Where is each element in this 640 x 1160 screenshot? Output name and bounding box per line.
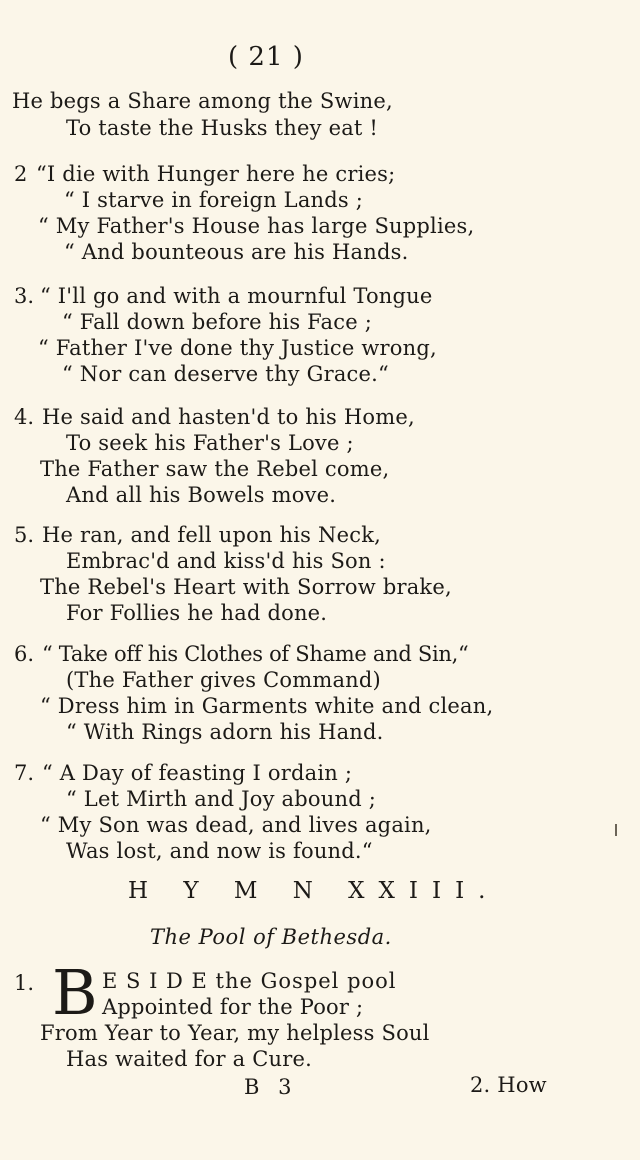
verse-line: And all his Bowels move.	[66, 483, 337, 507]
verse-line: The Rebel's Heart with Sorrow brake,	[40, 575, 452, 599]
hymn-subtitle: The Pool of Bethesda.	[150, 925, 392, 949]
verse-number: 5.	[14, 523, 35, 547]
verse-line: “ Let Mirth and Joy abound ;	[66, 787, 377, 811]
verse-line: “ I'll go and with a mournful Tongue	[40, 284, 433, 308]
margin-mark	[615, 824, 617, 836]
verse-number: 1.	[14, 971, 35, 995]
verse-number: 3.	[14, 284, 35, 308]
verse-line: “ And bounteous are his Hands.	[64, 240, 409, 264]
verse-line: The Father saw the Rebel come,	[40, 457, 390, 481]
verse-number: 6.	[14, 642, 35, 666]
verse-line: “ Take off his Clothes of Shame and Sin,“	[42, 642, 469, 666]
verse-line: For Follies he had done.	[66, 601, 328, 625]
verse-line: He said and hasten'd to his Home,	[42, 405, 415, 429]
verse-line: He begs a Share among the Swine,	[12, 89, 393, 113]
verse-line: Was lost, and now is found.“	[66, 839, 373, 863]
verse-line: “ I starve in foreign Lands ;	[64, 188, 364, 212]
verse-line: To seek his Father's Love ;	[66, 431, 354, 455]
verse-line: “ My Son was dead, and lives again,	[40, 813, 432, 837]
verse-line: “I die with Hunger here he cries;	[36, 162, 396, 186]
verse-line: Has waited for a Cure.	[66, 1047, 312, 1071]
signature-mark: B 3	[244, 1075, 298, 1099]
page-number: ( 21 )	[228, 42, 304, 72]
verse-line: Embrac'd and kiss'd his Son :	[66, 549, 386, 573]
drop-capital: B	[52, 956, 98, 1029]
verse-line: “ My Father's House has large Supplies,	[38, 214, 475, 238]
verse-line: (The Father gives Command)	[66, 668, 381, 692]
verse-number: 4.	[14, 405, 35, 429]
verse-line: E S I D E the Gospel pool	[102, 969, 397, 993]
verse-line: “ With Rings adorn his Hand.	[66, 720, 384, 744]
verse-line: “ A Day of feasting I ordain ;	[42, 761, 353, 785]
verse-line: “ Father I've done thy Justice wrong,	[38, 336, 437, 360]
verse-line: Appointed for the Poor ;	[102, 995, 364, 1019]
verse-line: From Year to Year, my helpless Soul	[40, 1021, 430, 1045]
verse-number: 7.	[14, 761, 35, 785]
verse-line: To taste the Husks they eat !	[66, 116, 379, 140]
verse-line: “ Nor can deserve thy Grace.“	[62, 362, 389, 386]
verse-line: “ Fall down before his Face ;	[62, 310, 372, 334]
verse-line: He ran, and fell upon his Neck,	[42, 523, 381, 547]
verse-line: “ Dress him in Garments white and clean,	[40, 694, 494, 718]
hymn-title: H Y M N XXIII.	[128, 878, 500, 904]
catchword: 2. How	[470, 1073, 547, 1097]
verse-number: 2	[14, 162, 28, 186]
